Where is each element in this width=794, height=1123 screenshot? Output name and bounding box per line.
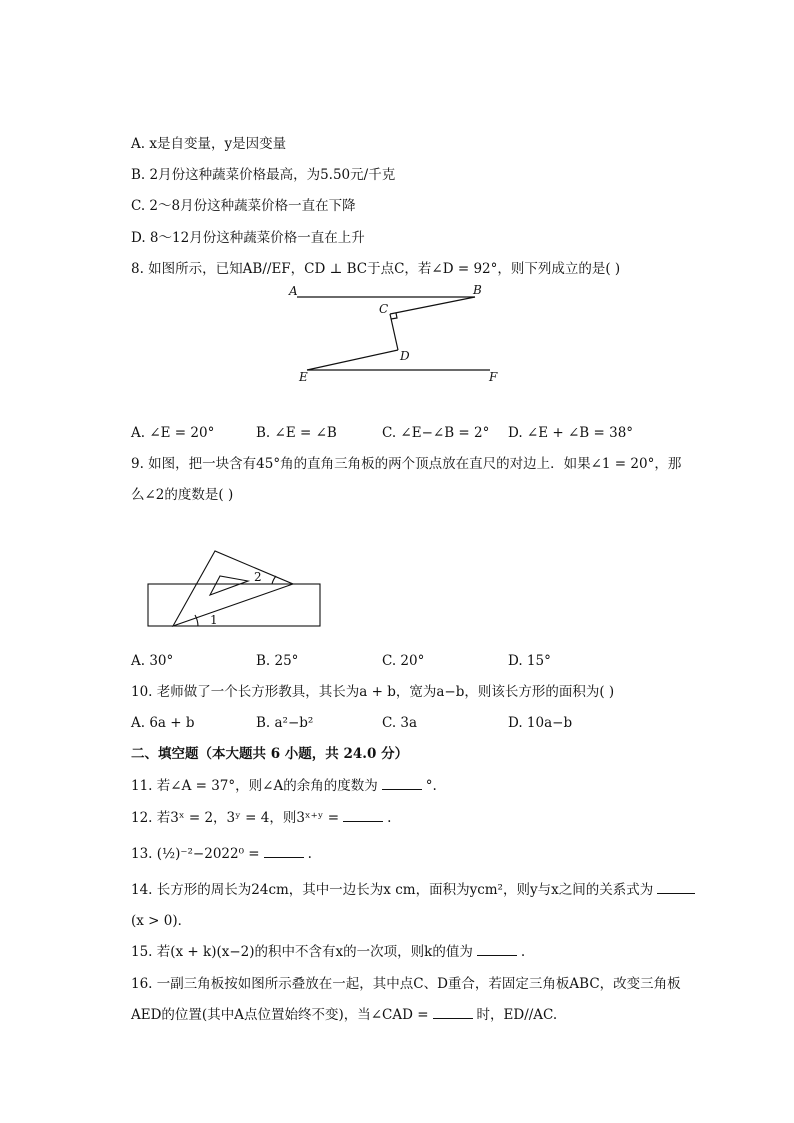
q8-line-bc bbox=[390, 297, 475, 314]
q13-end: . bbox=[307, 846, 312, 862]
q7-option-c: C. 2～8月份这种蔬菜价格一直在下降 bbox=[131, 198, 356, 214]
q8-label-b: B bbox=[473, 283, 482, 297]
q8-option-b: B. ∠E = ∠B bbox=[256, 425, 337, 441]
q11-unit: °. bbox=[425, 778, 437, 794]
section-2-heading: 二、填空题（本大题共 6 小题，共 24.0 分） bbox=[131, 746, 409, 762]
q11 bbox=[131, 777, 437, 795]
q7-option-b: B. 2月份这种蔬菜价格最高，为5.50元/千克 bbox=[131, 167, 396, 183]
q8-stem: 8. 如图所示，已知AB//EF，CD ⊥ BC于点C，若∠D = 92°，则下列成立的是( ) bbox=[131, 261, 621, 277]
q9-option-a: A. 30° bbox=[131, 653, 174, 669]
q16-blank[interactable] bbox=[433, 1006, 473, 1019]
q8-label-f: F bbox=[489, 370, 498, 384]
q10-option-c: C. 3a bbox=[382, 715, 418, 731]
q8-label-e: E bbox=[299, 370, 308, 384]
q9-option-d: D. 15° bbox=[508, 653, 551, 669]
q9-triangle-inner bbox=[210, 576, 248, 595]
q8-label-d: D bbox=[400, 349, 410, 363]
q15-end: . bbox=[520, 944, 526, 960]
q15-blank[interactable] bbox=[477, 943, 517, 956]
q14-line2: (x > 0)． bbox=[131, 913, 192, 929]
q13-blank[interactable] bbox=[264, 845, 304, 858]
q7-option-a: A. x是自变量，y是因变量 bbox=[131, 136, 287, 152]
q8-line-de bbox=[307, 350, 398, 370]
q8-option-c: C. ∠E−∠B = 2° bbox=[382, 425, 490, 441]
q14-line1 bbox=[131, 881, 699, 899]
q9-stem-line1: 9. 如图，把一块含有45°角的直角三角板的两个顶点放在直尺的对边上．如果∠1 = 20°，那 bbox=[131, 456, 682, 472]
q9-option-c: C. 20° bbox=[382, 653, 425, 669]
q8-option-d: D. ∠E + ∠B = 38° bbox=[508, 425, 634, 441]
q9-angle-arc-1 bbox=[195, 615, 198, 626]
q13 bbox=[131, 845, 312, 863]
q10-stem: 10. 老师做了一个长方形教具，其长为a + b，宽为a−b，则该长方形的面积为( ) bbox=[131, 684, 615, 700]
q8-option-a: A. ∠E = 20° bbox=[131, 425, 215, 441]
q12-blank[interactable] bbox=[343, 809, 383, 822]
q14-blank[interactable] bbox=[657, 881, 695, 894]
q12-text: 12. 若3ˣ = 2，3ʸ = 4，则3ˣ⁺ʸ = bbox=[131, 810, 340, 826]
q9-label-1: 1 bbox=[210, 613, 218, 627]
q9-angle-arc-2 bbox=[272, 576, 276, 584]
q8-label-c: C bbox=[379, 302, 389, 316]
q9-stem-line2: 么∠2的度数是( ) bbox=[131, 487, 234, 503]
q9-figure bbox=[140, 543, 330, 633]
q10-option-d: D. 10a−b bbox=[508, 715, 573, 731]
q11-blank[interactable] bbox=[382, 777, 422, 790]
q12 bbox=[131, 809, 391, 827]
q11-text: 11. 若∠A = 37°，则∠A的余角的度数为 bbox=[131, 778, 378, 794]
q10-option-a: A. 6a + b bbox=[131, 715, 195, 731]
q8-figure bbox=[285, 280, 515, 390]
q16-text: AED的位置(其中A点位置始终不变)，当∠CAD = bbox=[131, 1007, 429, 1023]
q9-label-2: 2 bbox=[254, 570, 262, 584]
q10-option-b: B. a²−b² bbox=[256, 715, 314, 731]
q12-end: . bbox=[387, 810, 392, 826]
q14-text: 14. 长方形的周长为24cm，其中一边长为x cm，面积为ycm²，则y与x之间的关系式为 bbox=[131, 882, 654, 898]
q15 bbox=[131, 943, 525, 961]
q7-option-d: D. 8～12月份这种蔬菜价格一直在上升 bbox=[131, 230, 365, 246]
q15-text: 15. 若(x + k)(x−2)的积中不含有x的一次项，则k的值为 bbox=[131, 944, 473, 960]
q16-line1: 16. 一副三角板按如图所示叠放在一起，其中点C、D重合，若固定三角板ABC，改变三角板 bbox=[131, 976, 681, 992]
q8-label-a: A bbox=[289, 284, 298, 298]
q13-text: 13. (½)⁻²−2022⁰ = bbox=[131, 846, 260, 862]
q9-triangle-outer bbox=[173, 551, 293, 626]
q9-option-b: B. 25° bbox=[256, 653, 299, 669]
q16-end: 时，ED//AC. bbox=[476, 1007, 558, 1023]
q16-line2 bbox=[131, 1006, 557, 1024]
